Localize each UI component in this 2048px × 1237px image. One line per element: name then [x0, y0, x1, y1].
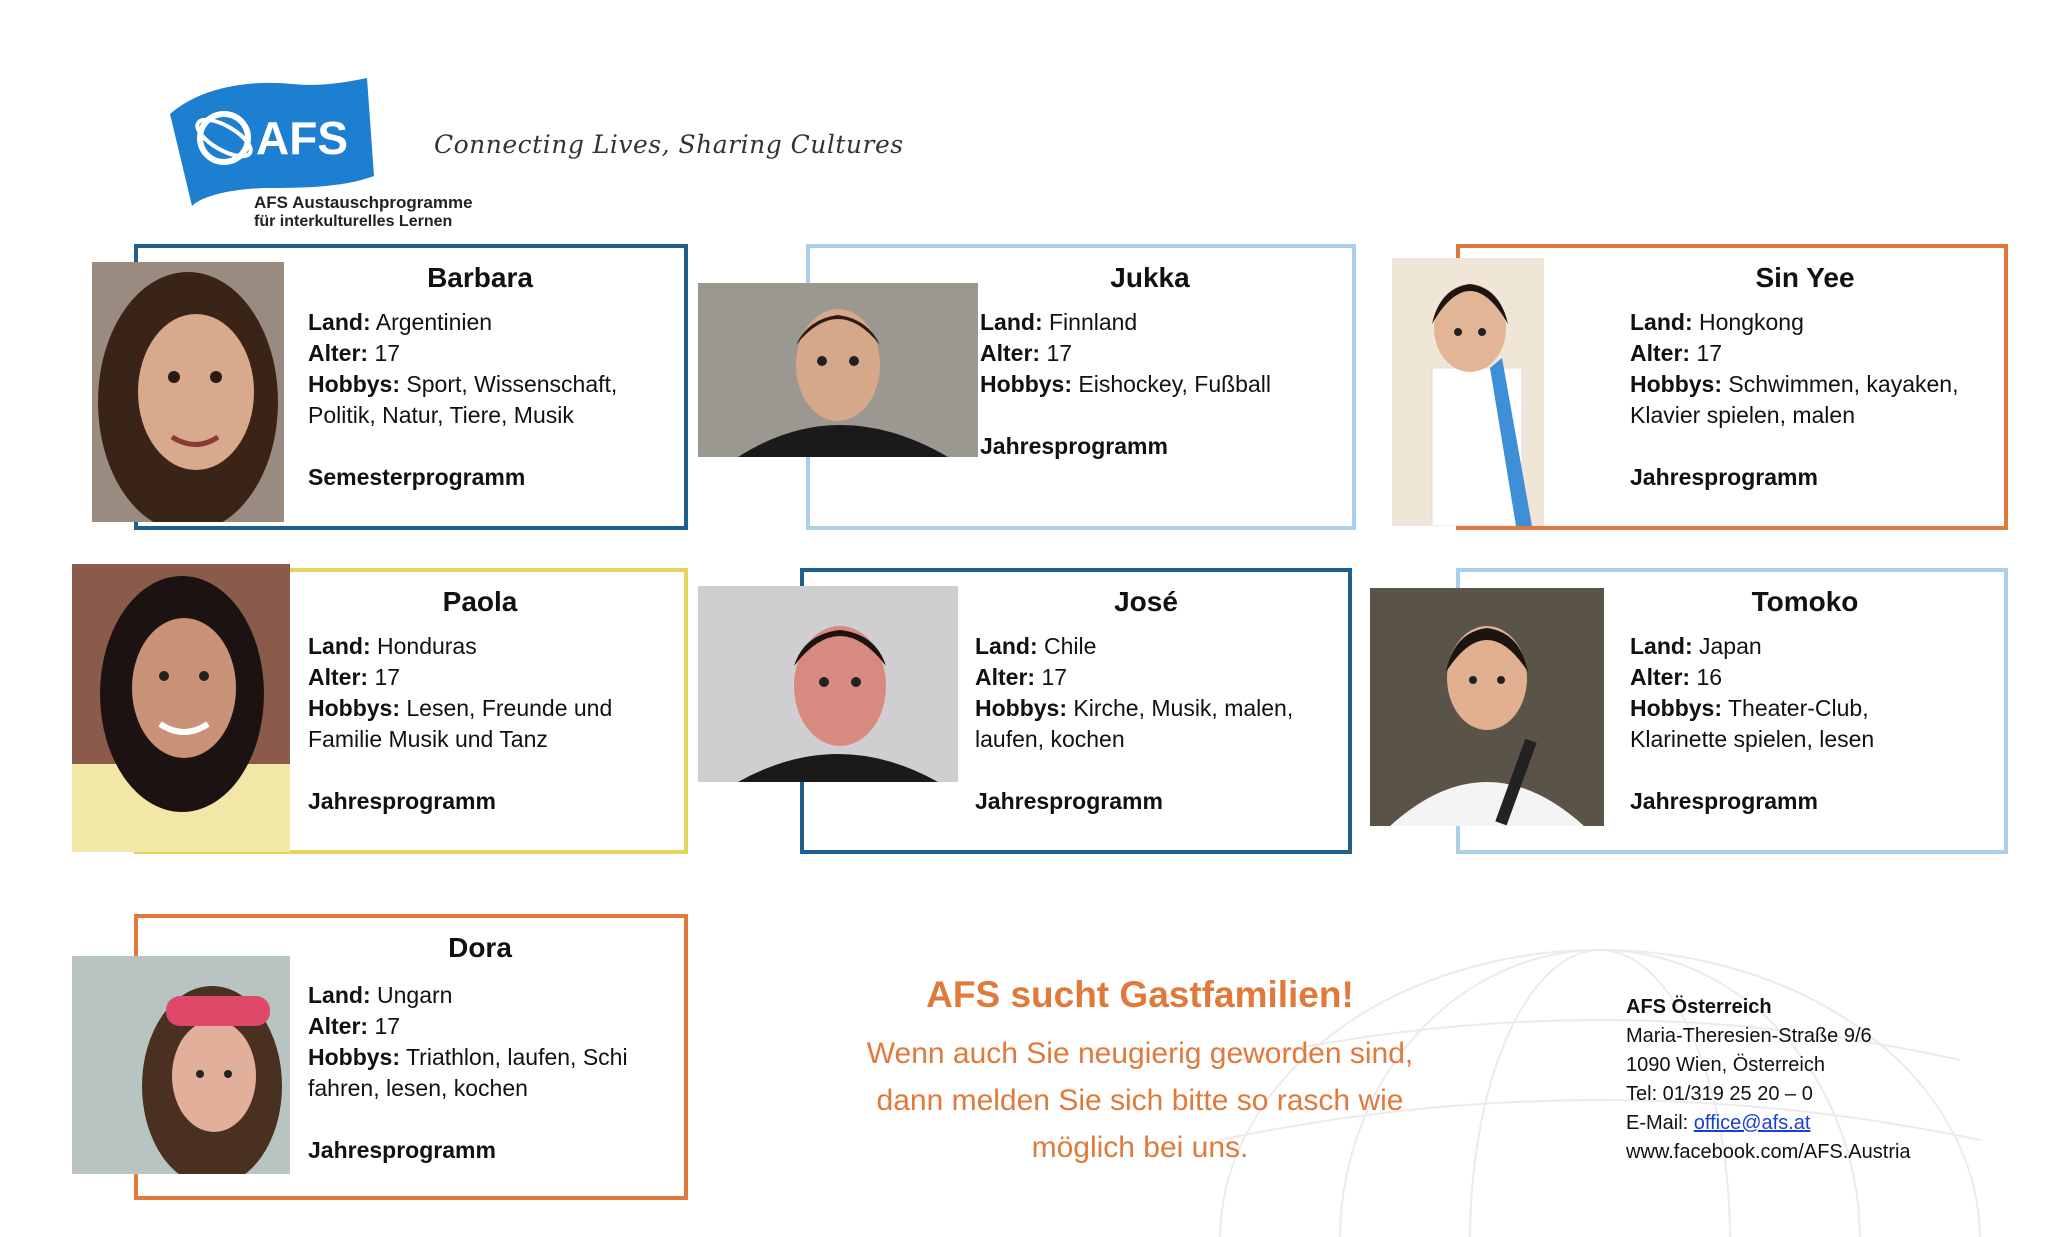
svg-text:AFS: AFS: [256, 112, 348, 164]
org-name-line-1: AFS Austauschprogramme: [254, 193, 473, 212]
student-info-paola: Land: Honduras Alter: 17 Hobbys: Lesen, Freunde und Familie Musik und Tanz Jahresprogramm: [308, 631, 678, 817]
photo-barbara: [92, 262, 284, 522]
student-info-jose: Land: Chile Alter: 17 Hobbys: Kirche, Musik, malen, laufen, kochen Jahresprogramm: [975, 631, 1345, 817]
photo-jukka: [698, 283, 978, 457]
cta-text: Wenn auch Sie neugierig geworden sind, dann melden Sie sich bitte so rasch wie möglich bei uns.: [866, 1037, 1414, 1164]
student-info-jukka: Land: Finnland Alter: 17 Hobbys: Eishockey, Fußball Jahresprogramm: [980, 307, 1350, 462]
email-link[interactable]: office@afs.at: [1693, 1112, 1811, 1134]
program-type: Jahresprogramm: [1630, 788, 1818, 814]
photo-tomoko: [1370, 588, 1604, 826]
photo-jose: [698, 586, 958, 782]
program-type: Jahresprogramm: [308, 788, 496, 814]
program-type: Semesterprogramm: [308, 464, 526, 490]
contact-street: Maria-Theresien-Straße 9/6: [1626, 1025, 1872, 1047]
student-info-barbara: Land: Argentinien Alter: 17 Hobbys: Sport, Wissenschaft, Politik, Natur, Tiere, Musik Semesterprogramm: [308, 307, 678, 493]
student-name: Dora: [448, 932, 512, 963]
student-name: José: [1114, 586, 1178, 617]
student-name: Sin Yee: [1755, 262, 1855, 293]
contact-block: [1626, 993, 1911, 1167]
program-type: Jahresprogramm: [975, 788, 1163, 814]
tagline: Connecting Lives, Sharing Cultures: [434, 130, 904, 159]
contact-city: 1090 Wien, Österreich: [1626, 1054, 1825, 1076]
org-name-line-2: für interkulturelles Lernen: [254, 213, 453, 230]
cta-title: AFS sucht Gastfamilien!: [926, 974, 1354, 1015]
contact-org: AFS Österreich: [1626, 996, 1772, 1018]
program-type: Jahresprogramm: [980, 433, 1168, 459]
student-info-tomoko: Land: Japan Alter: 16 Hobbys: Theater-Club, Klarinette spielen, lesen Jahresprogramm: [1630, 631, 2000, 817]
program-type: Jahresprogramm: [1630, 464, 1818, 490]
student-info-sin-yee: Land: Hongkong Alter: 17 Hobbys: Schwimmen, kayaken, Klavier spielen, malen Jahresprogramm: [1630, 307, 2000, 493]
program-type: Jahresprogramm: [308, 1137, 496, 1163]
afs-logo: [162, 76, 374, 206]
contact-tel: Tel: 01/319 25 20 – 0: [1626, 1083, 1813, 1105]
photo-paola: [72, 564, 290, 852]
photo-dora: [72, 956, 290, 1174]
student-name: Paola: [442, 586, 518, 617]
student-name: Jukka: [1110, 262, 1190, 293]
student-name: Barbara: [427, 262, 533, 293]
contact-facebook: www.facebook.com/AFS.Austria: [1626, 1141, 1911, 1163]
student-info-dora: Land: Ungarn Alter: 17 Hobbys: Triathlon, laufen, Schi fahren, lesen, kochen Jahresprogramm: [308, 980, 678, 1166]
contact-email-row: E-Mail: office@afs.at: [1626, 1112, 1811, 1134]
student-name: Tomoko: [1751, 586, 1859, 617]
photo-sin-yee: [1392, 258, 1544, 526]
